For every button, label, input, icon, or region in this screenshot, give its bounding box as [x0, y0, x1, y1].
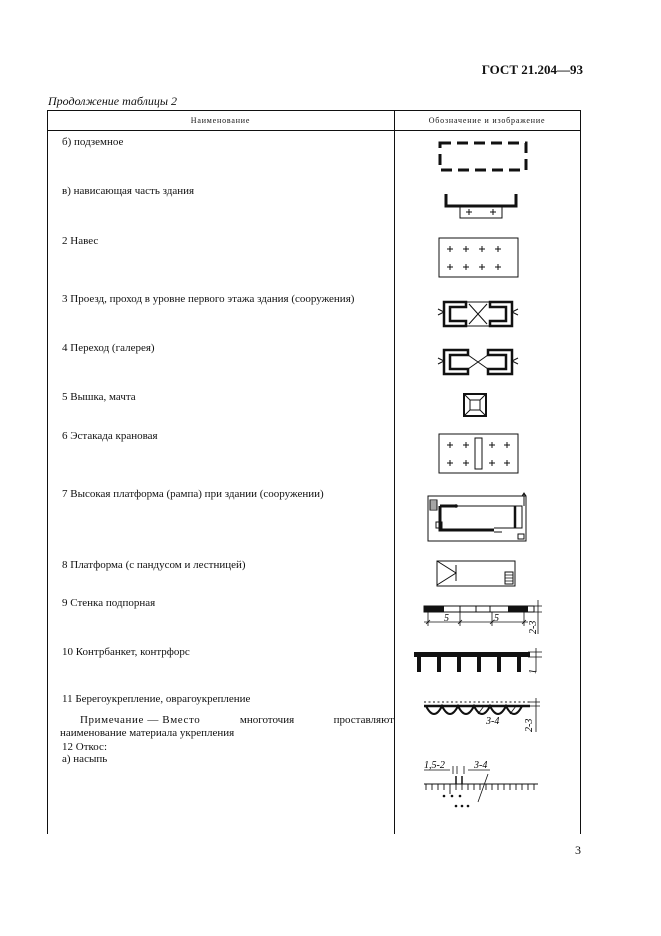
underground-building-symbol — [438, 140, 530, 174]
overhanging-part-symbol — [444, 192, 520, 222]
dim-five-left: 5 — [444, 613, 449, 624]
dim-one: 1 — [528, 669, 539, 674]
row-bank-protection: 11 Берегоукрепление, оврагоукрепление — [62, 693, 251, 705]
row-gallery: 4 Переход (галерея) — [62, 342, 155, 354]
table-left-border — [47, 110, 48, 834]
table-continuation-caption: Продолжение таблицы 2 — [48, 94, 178, 108]
dim-one-five-two: 1,5-2 — [424, 760, 445, 771]
note-label: Примечание — Вместо — [80, 714, 201, 726]
note-word-3: проставляют — [333, 714, 394, 726]
page-number: 3 — [575, 843, 581, 857]
crane-trestle-symbol — [438, 433, 520, 475]
dim-five-right: 5 — [494, 613, 499, 624]
column-header-symbol: Обозначение и изображение — [428, 116, 546, 125]
canopy-symbol — [438, 237, 520, 279]
row-canopy: 2 Навес — [62, 235, 99, 247]
row-underground: б) подземное — [62, 136, 124, 148]
row-tower: 5 Вышка, мачта — [62, 391, 136, 403]
gallery-symbol — [436, 346, 520, 378]
table-header-rule — [47, 130, 581, 131]
tower-mast-symbol — [462, 392, 490, 420]
row-retaining-wall: 9 Стенка подпорная — [62, 597, 156, 609]
row-slope-embankment: а) насыпь — [62, 753, 108, 765]
row-crane-trestle: 6 Эстакада крановая — [62, 430, 158, 442]
counterfort-symbol — [412, 648, 544, 678]
row-slope-title: 12 Откос: — [62, 741, 107, 753]
note-line-2: наименование материала укрепления — [60, 727, 235, 739]
note-word-2: многоточия — [239, 714, 295, 726]
platform-ramp-symbol — [436, 560, 518, 588]
dim-three-four-bank: 3-4 — [486, 716, 500, 727]
bank-protection-symbol — [420, 694, 546, 734]
row-platform: 8 Платформа (с пандусом и лестницей) — [62, 559, 246, 571]
table-top-rule — [47, 110, 581, 111]
table-column-divider — [394, 110, 395, 834]
high-platform-symbol — [426, 492, 530, 544]
column-header-name: Наименование — [190, 116, 251, 125]
dim-two-three-wall: 2-3 — [528, 620, 539, 634]
dim-two-three-bank: 2-3 — [524, 718, 535, 732]
slope-embankment-symbol — [420, 756, 546, 812]
retaining-wall-symbol — [418, 598, 546, 636]
row-passage: 3 Проезд, проход в уровне первого этажа здания (сооружения) — [62, 293, 355, 305]
table-right-border — [580, 110, 581, 834]
dim-three-four-slope: 3-4 — [474, 760, 488, 771]
passage-symbol — [436, 297, 520, 331]
row-high-platform: 7 Высокая платформа (рампа) при здании (сооружении) — [62, 488, 324, 500]
table-note — [60, 714, 394, 740]
row-counterfort: 10 Контрбанкет, контрфорс — [62, 646, 190, 658]
document-id: ГОСТ 21.204—93 — [481, 62, 583, 77]
row-overhanging: в) нависающая часть здания — [62, 185, 195, 197]
